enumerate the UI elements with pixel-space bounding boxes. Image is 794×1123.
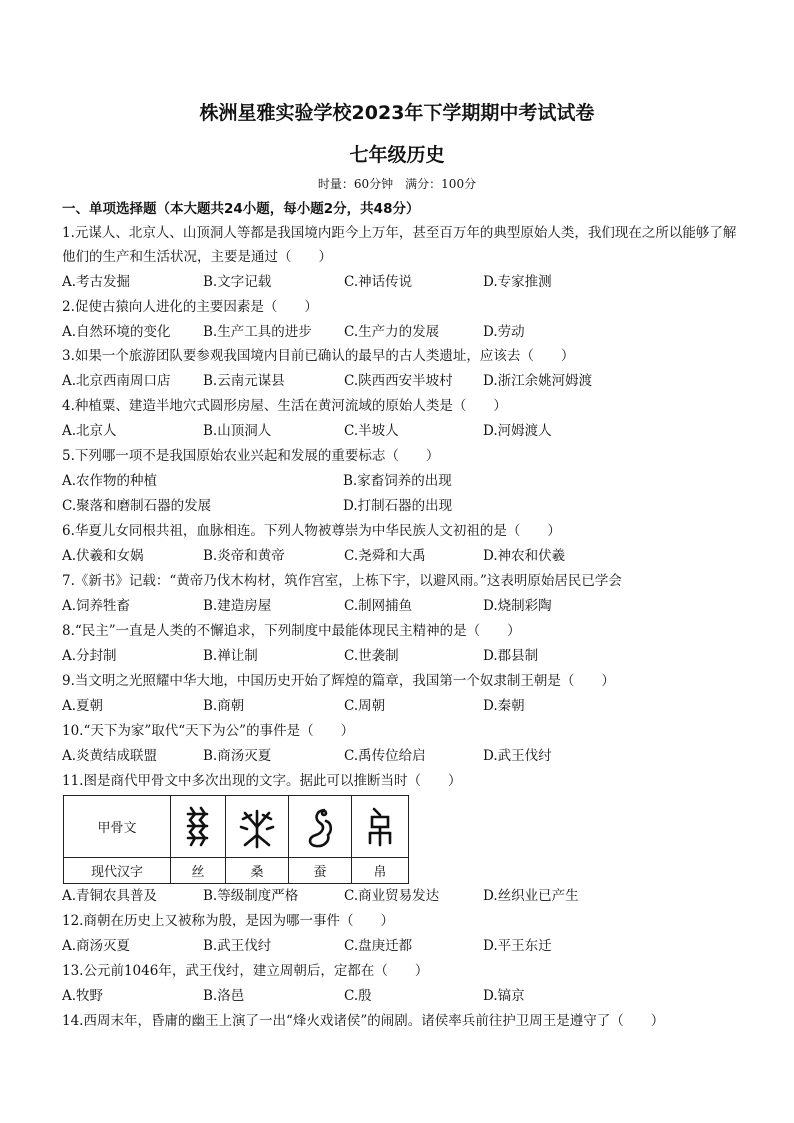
question-1: 1.元谋人、北京人、山顶洞人等都是我国境内距今上万年，甚至百万年的典型原始人类，我们现在之所以能够了解他们的生产和生活状况，主要是通过（ ） [62,225,737,265]
oracle-mulberry-icon [226,796,289,858]
option-a: A.夏朝 [62,698,104,714]
option-d: D.郡县制 [483,648,539,664]
option-b: B.炎帝和黄帝 [203,548,285,564]
question-8: 8.“民主”一直是人类的不懈追求，下列制度中最能体现民主精神的是（ ） [62,623,521,639]
question-7: 7.《新书》记载：“黄帝乃伐木构材，筑作宫室，上栋下宇，以避风雨。”这表明原始居民已学会 [62,573,622,589]
question-14: 14.西周末年，昏庸的幽王上演了一出“烽火戏诸侯”的闹剧。诸侯率兵前往护卫周王是遵守了（ ） [62,1013,665,1029]
question-5: 5.下列哪一项不是我国原始农业兴起和发展的重要标志（ ） [62,448,440,464]
oracle-row-label: 甲骨文 [64,796,171,858]
option-b: B.建造房屋 [203,598,272,614]
option-a: A.青铜农具普及 [62,888,158,904]
exam-subject: 七年级历史 [349,144,445,166]
option-b: B.文字记载 [203,274,272,290]
section-heading: 一、单项选择题（本大题共24小题，每小题2分，共48分） [62,201,420,217]
option-d: D.镐京 [483,988,525,1004]
option-b: B.禅让制 [203,648,258,664]
oracle-bone-table [63,795,409,884]
option-b: B.商汤灭夏 [203,748,272,764]
option-d: D.河姆渡人 [483,423,552,439]
modern-char-cloth: 帛 [352,858,409,884]
option-d: D.神农和伏羲 [483,548,566,564]
option-c: C.神话传说 [344,274,413,290]
option-d: D.打制石器的出现 [343,498,453,514]
exam-meta: 时量：60分钟 满分：100分 [317,177,477,191]
option-c: C.商业贸易发达 [344,888,440,904]
option-c: C.半坡人 [344,423,399,439]
option-d: D.秦朝 [483,698,525,714]
option-b: B.武王伐纣 [203,938,272,954]
option-b: B.洛邑 [203,988,245,1004]
question-12: 12.商朝在历史上又被称为殷，是因为哪一事件（ ） [62,913,394,929]
option-b: B.商朝 [203,698,245,714]
option-d: D.劳动 [483,324,525,340]
question-2: 2.促使古猿向人进化的主要因素是（ ） [62,299,318,315]
question-11: 11.图是商代甲骨文中多次出现的文字。据此可以推断当时（ ） [62,773,462,789]
option-a: A.炎黄结成联盟 [62,748,158,764]
options-5-row2 [62,494,742,518]
options-6 [62,544,742,568]
options-3 [62,369,742,393]
option-c: C.禹传位给启 [344,748,426,764]
option-a: A.分封制 [62,648,117,664]
option-c: C.尧舜和大禹 [344,548,426,564]
options-9 [62,694,742,718]
option-a: A.饲养牲畜 [62,598,131,614]
options-13 [62,984,742,1008]
option-c: C.世袭制 [344,648,399,664]
option-a: A.北京西南周口店 [62,373,171,389]
option-d: D.丝织业已产生 [483,888,579,904]
option-b: B.生产工具的进步 [203,324,312,340]
question-4: 4.种植粟、建造半地穴式圆形房屋、生活在黄河流域的原始人类是（ ） [62,398,507,414]
options-8 [62,644,742,668]
options-4 [62,419,742,443]
option-b: B.家畜饲养的出现 [343,473,452,489]
option-a: A.牧野 [62,988,104,1004]
option-d: D.专家推测 [483,274,552,290]
options-5-row1 [62,469,742,493]
oracle-cloth-icon [352,796,409,858]
oracle-silkworm-icon [289,796,352,858]
options-2 [62,320,742,344]
modern-row-label: 现代汉字 [64,858,171,884]
question-13: 13.公元前1046年，武王伐纣，建立周朝后，定都在（ ） [62,963,429,979]
options-1 [62,270,742,294]
oracle-silk-icon [171,796,226,858]
modern-char-mulberry: 桑 [226,858,289,884]
option-d: D.烧制彩陶 [483,598,552,614]
option-c: C.周朝 [344,698,386,714]
option-c: C.陕西西安半坡村 [344,373,453,389]
option-a: A.自然环境的变化 [62,324,171,340]
option-a: A.北京人 [62,423,117,439]
option-c: C.盘庚迁都 [344,938,413,954]
question-3: 3.如果一个旅游团队要参观我国境内目前已确认的最早的古人类遗址，应该去（ ） [62,348,575,364]
option-c: C.殷 [344,988,372,1004]
option-a: A.商汤灭夏 [62,938,131,954]
option-b: B.山顶洞人 [203,423,272,439]
question-6: 6.华夏儿女同根共祖，血脉相连。下列人物被尊崇为中华民族人文初祖的是（ ） [62,523,561,539]
option-d: D.武王伐纣 [483,748,552,764]
options-7 [62,594,742,618]
option-b: B.等级制度严格 [203,888,299,904]
modern-char-silk: 丝 [171,858,226,884]
option-c: C.聚落和磨制石器的发展 [62,498,212,514]
options-12 [62,934,742,958]
option-c: C.制网捕鱼 [344,598,413,614]
question-10: 10.“天下为家”取代“天下为公”的事件是（ ） [62,723,355,739]
exam-title: 株洲星雅实验学校2023年下学期期中考试试卷 [199,102,595,124]
option-a: A.伏羲和女娲 [62,548,144,564]
option-c: C.生产力的发展 [344,324,440,340]
option-d: D.浙江余姚河姆渡 [483,373,593,389]
modern-char-silkworm: 蚕 [289,858,352,884]
option-a: A.考古发掘 [62,274,131,290]
options-11 [62,884,742,908]
option-d: D.平王东迁 [483,938,552,954]
question-9: 9.当文明之光照耀中华大地，中国历史开始了辉煌的篇章，我国第一个奴隶制王朝是（ ） [62,673,615,689]
option-b: B.云南元谋县 [203,373,285,389]
option-a: A.农作物的种植 [62,473,158,489]
options-10 [62,744,742,768]
